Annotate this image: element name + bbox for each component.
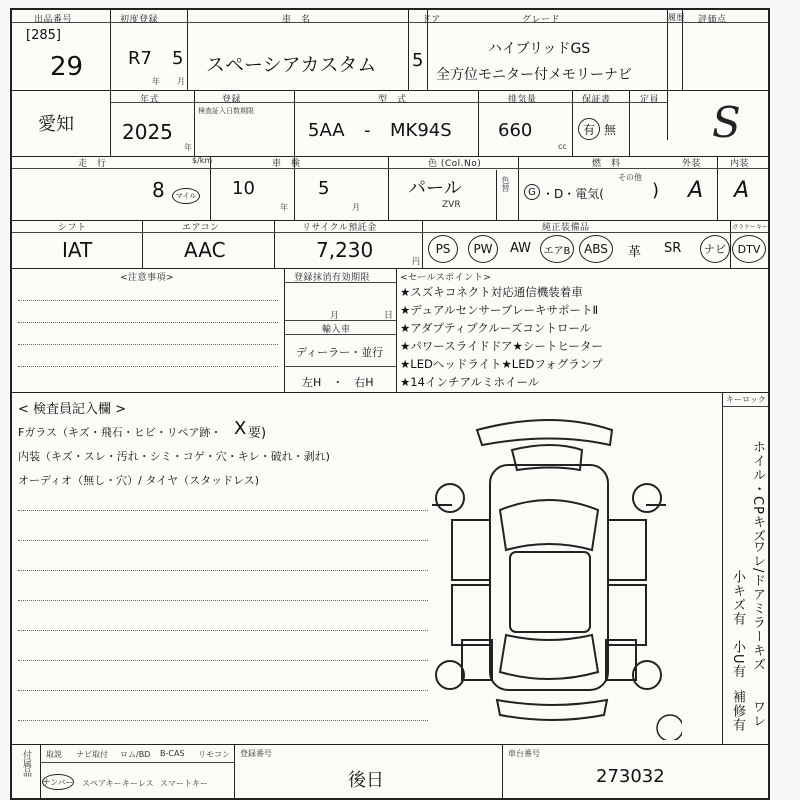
registration-sub: 検査証入日数期限	[198, 107, 254, 115]
import-label: 輸入車	[322, 325, 351, 335]
exterior-label: 外装	[682, 159, 702, 169]
acc-navi: ナビ取付	[76, 750, 108, 759]
grade-line2: 全方位モニター付メモリーナビ	[436, 67, 632, 83]
key-label: ガラケーキー	[732, 224, 769, 231]
recycle-deposit-label: リサイクル預託金	[302, 223, 377, 233]
inspector-line1-end: 要)	[248, 426, 267, 441]
inspector-line3: オーディオ（無し・穴）/ タイヤ（スタッドレス)	[18, 474, 260, 487]
interior-grade: A	[734, 178, 750, 203]
color-code: ZVR	[442, 200, 461, 210]
acc-plate-circle: ナンバー	[42, 774, 74, 790]
equipment-ps: PS	[428, 235, 458, 263]
first-reg-label: 初度登録	[120, 15, 159, 25]
reg-expiry-label: 登録抹消有効期限	[294, 273, 371, 283]
car-body-diagram	[422, 410, 682, 740]
reg-number-label: 登録番号	[240, 749, 272, 758]
type-dash: -	[364, 120, 371, 141]
displacement-unit: cc	[558, 142, 567, 151]
lot-sub: [285]	[26, 28, 61, 43]
displacement-label: 排気量	[508, 95, 537, 105]
lot-number: 29	[50, 52, 84, 82]
sales-point-1: ★スズキコネクト対応通信機装着車	[400, 285, 583, 299]
prefecture: 愛知	[38, 114, 74, 135]
grade-label: グレード	[522, 15, 561, 25]
ac-label: エアコン	[182, 223, 220, 233]
acc-smart-key: スマートキー	[160, 779, 208, 788]
auction-sheet	[10, 8, 770, 800]
interior-label: 内装	[730, 159, 750, 169]
lot-label: 出品番号	[34, 15, 73, 25]
accessories-label: 付属品	[21, 750, 31, 777]
equipment-dtv: DTV	[732, 235, 766, 263]
shift: IAT	[62, 238, 93, 262]
dealer-parallel: ディーラー・並行	[296, 346, 384, 359]
equipment-label: 純正装備品	[542, 223, 590, 233]
yen-unit: 円	[412, 257, 420, 266]
inspection-label: 車 検	[272, 159, 301, 169]
warranty-label: 保証書	[582, 95, 611, 105]
key-lock-label: キーロック	[726, 395, 766, 404]
sales-point-2: ★デュアルセンサーブレーキサポートⅡ	[400, 303, 599, 317]
expiry-month: 月	[330, 311, 340, 321]
score-value: S	[712, 98, 741, 147]
type-prefix: 5AA	[308, 120, 345, 141]
color-change-label: 色替	[501, 176, 510, 192]
acc-spare-key: スペアキー	[82, 779, 122, 788]
first-reg-year: R7	[128, 48, 152, 69]
inspector-line1-mark: X	[234, 418, 247, 439]
fuel-options-rest: ・D・電気(	[542, 187, 604, 201]
equipment-aw: AW	[510, 241, 532, 256]
steering-side: 左H ・ 右H	[302, 376, 374, 389]
chassis-label: 車台番号	[508, 749, 540, 758]
score-label: 評価点	[698, 15, 727, 25]
damage-note-1: ホイル・CPキズ	[750, 440, 765, 543]
car-name-label: 車 名	[282, 15, 311, 25]
sales-points-label: <セールスポイント>	[400, 273, 492, 283]
door-count: 5	[412, 50, 424, 71]
equipment-airbag: エアB	[540, 235, 574, 263]
inspector-line1: Fガラス（キズ・飛石・ヒビ・リペア跡・	[18, 426, 222, 439]
first-reg-month: 5	[172, 48, 184, 69]
first-reg-month-unit: 月	[177, 77, 185, 86]
shift-label: シフト	[58, 223, 87, 233]
acc-remote: リモコン	[198, 750, 230, 759]
acc-rom: ロム/BD	[120, 750, 151, 759]
chassis-number: 273032	[596, 766, 665, 787]
inspector-line2: 内装（キズ・スレ・汚れ・シミ・コゲ・穴・キレ・破れ・剥れ)	[18, 450, 330, 463]
reg-number: 後日	[348, 770, 384, 791]
model-year: 2025	[122, 120, 173, 144]
first-reg-year-unit: 年	[152, 77, 160, 86]
sales-point-3: ★アダプティブクルーズコントロール	[400, 321, 592, 335]
damage-note-2b: 小U有	[730, 640, 745, 679]
inspection-month-unit: 月	[352, 203, 360, 212]
inspector-title: < 検査員記入欄 >	[18, 402, 127, 417]
sales-point-4: ★パワースライドドア★シートヒーター	[400, 339, 603, 353]
acc-manual: 取説	[46, 750, 62, 759]
mileage: 8	[152, 178, 165, 202]
registration-label: 登録	[222, 95, 242, 105]
expiry-day: 日	[384, 311, 394, 321]
grade-line1: ハイブリッドGS	[488, 41, 591, 57]
equipment-navi: ナビ	[700, 235, 730, 263]
fuel-close: )	[652, 180, 660, 201]
mileage-label: 走 行	[78, 159, 107, 169]
car-name: スペーシアカスタム	[206, 54, 377, 76]
equipment-leather: 革	[628, 245, 642, 260]
fuel-other: その他	[618, 173, 642, 182]
caution-label: <注意事項>	[120, 273, 175, 283]
displacement: 660	[498, 120, 533, 141]
fuel-label: 燃 料	[592, 159, 621, 169]
sales-point-5: ★LEDヘッドライト★LEDフォグランプ	[400, 357, 603, 371]
color-label: 色 (Col.No)	[428, 159, 482, 169]
damage-note-2c: 補修有	[730, 690, 745, 732]
equipment-sr: SR	[664, 241, 682, 256]
model-year-unit: 年	[184, 143, 192, 152]
damage-note-2: 小キズ有	[730, 570, 745, 626]
color: パール	[408, 178, 462, 199]
damage-note-1b: ワレ/ドアミラーキズ	[750, 540, 765, 672]
recycle-deposit: 7,230	[316, 238, 374, 262]
acc-keyless: キーレス	[122, 779, 154, 788]
inspection-month: 5	[318, 178, 330, 199]
capacity-label: 定員	[640, 95, 660, 105]
warranty-yes-circle: 有	[578, 118, 600, 140]
equipment-pw: PW	[468, 235, 498, 263]
mileage-unit-label: $/km	[192, 156, 213, 165]
damage-note-1c: ワレ	[750, 700, 765, 728]
sales-point-6: ★14インチアルミホイール	[400, 375, 540, 389]
exterior-grade: A	[688, 178, 704, 203]
inspection-year: 10	[232, 178, 255, 199]
ac: AAC	[184, 238, 226, 262]
warranty-no: 無	[604, 123, 617, 137]
history-label: 履歴	[668, 13, 685, 22]
acc-bcas: B-CAS	[160, 749, 185, 758]
mileage-unit-circle: マイル	[172, 188, 200, 204]
inspection-year-unit: 年	[280, 203, 288, 212]
door-label: ドア	[422, 15, 441, 25]
equipment-abs: ABS	[579, 235, 613, 263]
type-code: MK94S	[390, 120, 452, 141]
model-year-label: 年式	[140, 95, 160, 105]
fuel-gas-circle: G	[524, 184, 540, 200]
type-label: 型 式	[378, 95, 407, 105]
